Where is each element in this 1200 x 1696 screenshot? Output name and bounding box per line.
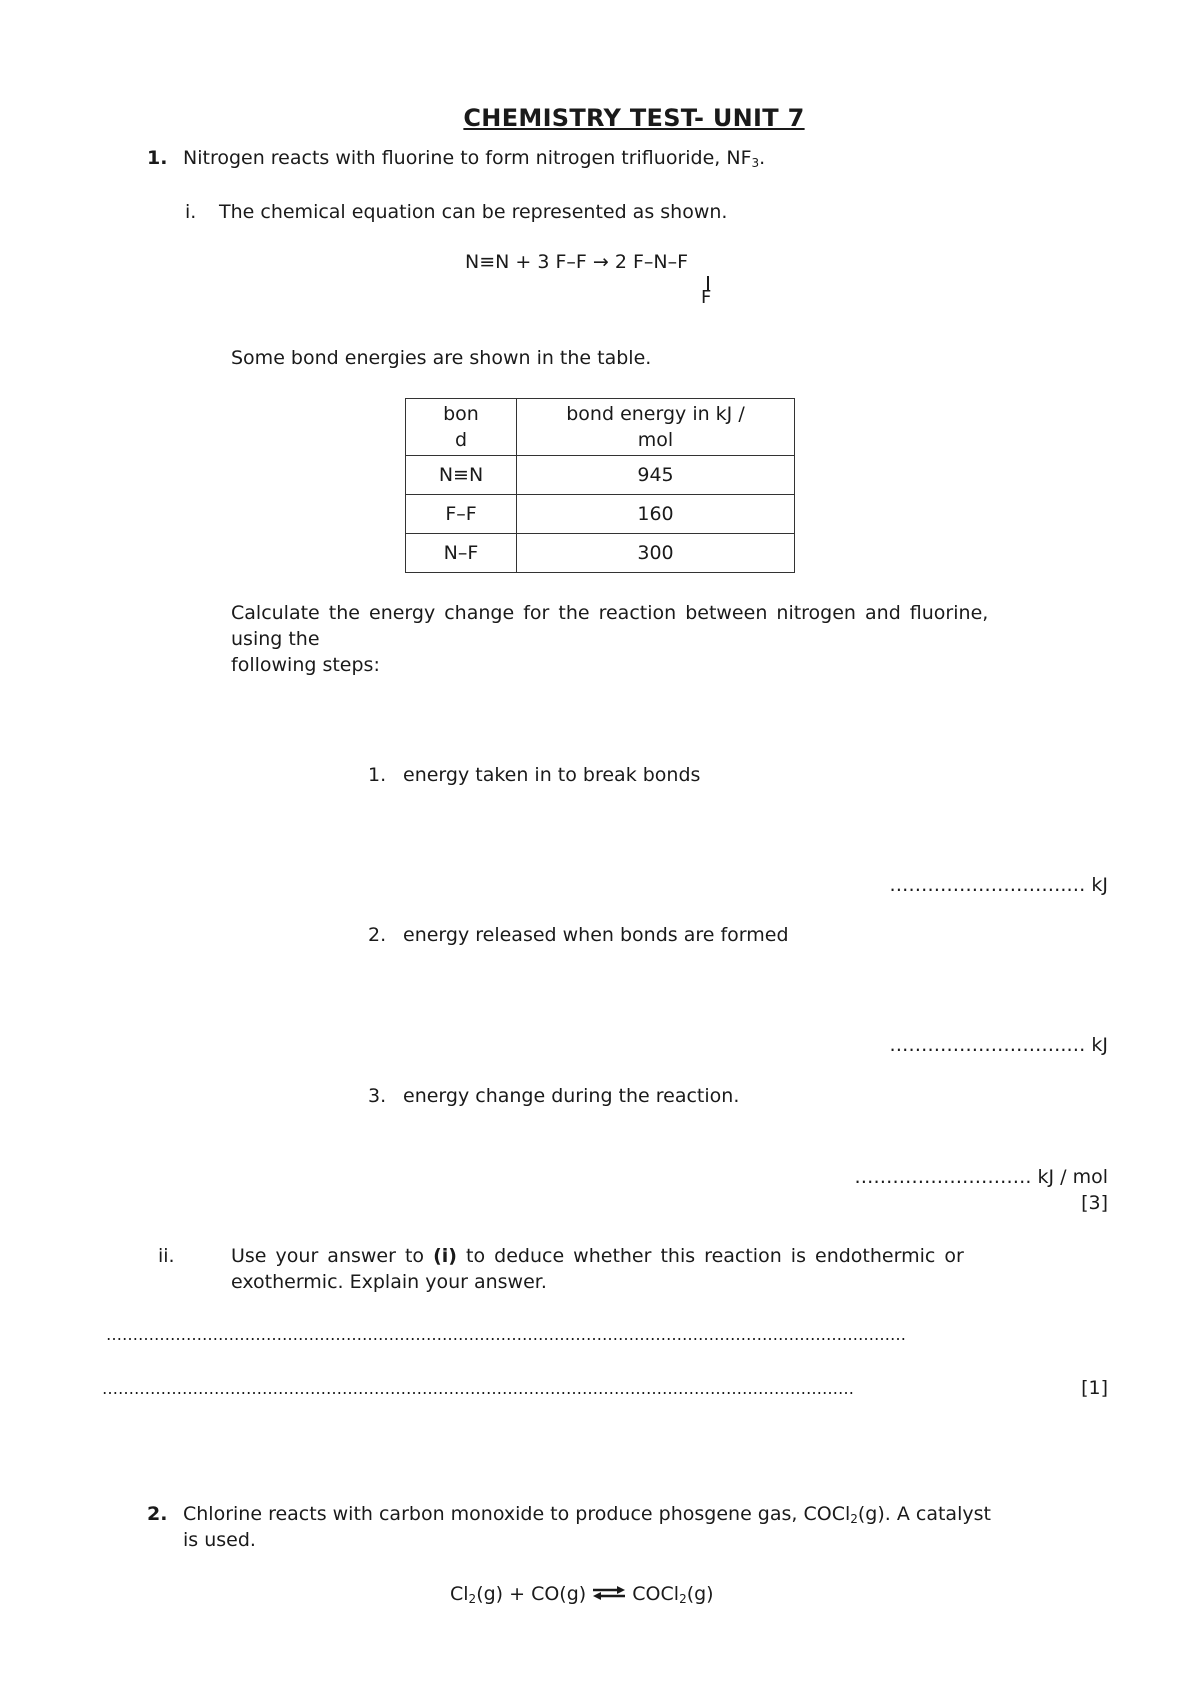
answer-line-2[interactable]: …………………………………………………………………………………………………………………………… bbox=[102, 1379, 854, 1398]
table-row bbox=[406, 456, 795, 495]
table-header-energy: bond energy in kJ / mol bbox=[517, 399, 795, 456]
bond-energy-table bbox=[405, 398, 795, 573]
part-i-text: The chemical equation can be represented as shown. bbox=[219, 201, 728, 223]
question-1-text bbox=[183, 147, 765, 170]
table-cell-bond: N–F bbox=[406, 534, 517, 573]
equation-fluorine-below: F bbox=[701, 287, 712, 308]
question-2-text: Chlorine reacts with carbon monoxide to produce phosgene gas, COCl$_2$(g). A catalyst bbox=[183, 1503, 991, 1526]
question-2-number: 2. bbox=[147, 1503, 168, 1525]
calc-instruction-line-3: following steps: bbox=[231, 654, 380, 676]
step-3-answer-line[interactable]: ………………………. kJ / mol bbox=[854, 1166, 1108, 1188]
table-cell-energy: 300 bbox=[517, 534, 795, 573]
answer-line-1[interactable]: …………………………………………………………………………………………………………………………………… bbox=[106, 1325, 906, 1344]
question-1-stem: Nitrogen reacts with fluorine to form nitrogen trifluoride, NF bbox=[183, 147, 752, 169]
step-1-text: energy taken in to break bonds bbox=[403, 764, 701, 786]
table-cell-bond: N≡N bbox=[406, 456, 517, 495]
table-cell-energy: 160 bbox=[517, 495, 795, 534]
table-cell-energy: 945 bbox=[517, 456, 795, 495]
step-1-number: 1. bbox=[368, 764, 387, 786]
table-header-bond: bon d bbox=[406, 399, 517, 456]
table-row bbox=[406, 534, 795, 573]
calc-instruction-line-1: Calculate the energy change for the reaction between nitrogen and fluorine, bbox=[231, 602, 989, 624]
step-2-number: 2. bbox=[368, 924, 387, 946]
part-ii-label: ii. bbox=[158, 1245, 175, 1267]
step-2-answer-line[interactable]: ……………………….… kJ bbox=[889, 1034, 1108, 1056]
table-row bbox=[406, 495, 795, 534]
part-i-label: i. bbox=[185, 201, 197, 223]
table-cell-bond: F–F bbox=[406, 495, 517, 534]
question-1-stem-end: . bbox=[759, 147, 766, 169]
question-1-number: 1. bbox=[147, 147, 168, 169]
question-1-subscript: 3 bbox=[751, 156, 760, 170]
step-1-answer-line[interactable]: ……………………….… kJ bbox=[889, 874, 1108, 896]
step-3-text: energy change during the reaction. bbox=[403, 1085, 740, 1107]
nf3-equation: N≡N + 3 F–F → 2 F–N–F bbox=[465, 251, 689, 273]
part-reference-i: (i) bbox=[433, 1245, 457, 1267]
step-2-text: energy released when bonds are formed bbox=[403, 924, 789, 946]
part-ii-text-line-2: exothermic. Explain your answer. bbox=[231, 1271, 547, 1293]
equilibrium-arrow-icon bbox=[592, 1584, 626, 1606]
page-title: CHEMISTRY TEST- UNIT 7 bbox=[463, 104, 805, 132]
part-ii-marks: [1] bbox=[1081, 1377, 1108, 1399]
part-ii-text-line-1: Use your answer to (i) to deduce whether this reaction is endothermic or bbox=[231, 1245, 964, 1267]
table-intro: Some bond energies are shown in the table. bbox=[231, 347, 652, 369]
part-i-marks: [3] bbox=[1081, 1192, 1108, 1214]
phosgene-equation: $Cl_2(g) + CO(g)$ COCl$_2$(g) bbox=[450, 1583, 714, 1606]
calc-instruction-line-2: using the bbox=[231, 628, 320, 650]
question-2-text-line-2: is used. bbox=[183, 1529, 256, 1551]
step-3-number: 3. bbox=[368, 1085, 387, 1107]
